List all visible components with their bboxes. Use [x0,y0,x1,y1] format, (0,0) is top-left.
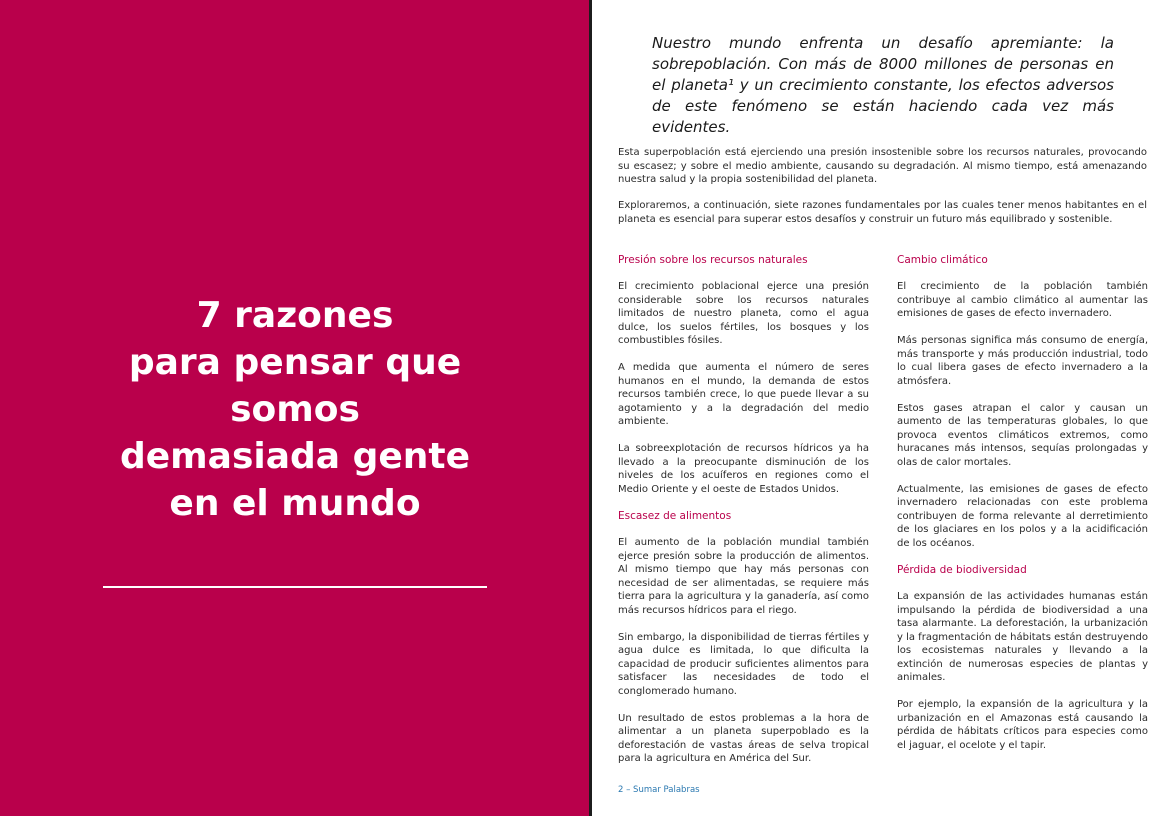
right-column [897,253,1148,766]
cover-title-line: demasiada gente [119,436,471,477]
page-spine [589,0,592,816]
body-paragraph: El crecimiento de la población también contribuye al cambio climático al aumentar las emisiones de gases de efecto invernadero. [897,281,1148,319]
section-heading: Presión sobre los recursos naturales [618,254,808,266]
body-paragraph: El crecimiento poblacional ejerce una presión considerable sobre los recursos naturales limitados de nuestro planeta, como el agua dulce, los suelos fértiles, los bosques y los combustibles fósiles. [618,281,869,346]
body-paragraph: Más personas significa más consumo de energía, más transporte y más producción industrial, todo lo cual libera gases de efecto invernadero a la atmósfera. [897,335,1148,387]
body-paragraph: Por ejemplo, la expansión de la agricultura y la urbanización en el Amazonas está causando la pérdida de hábitats críticos para especies como el jaguar, el ocelote y el tapir. [897,699,1148,751]
body-paragraph: El aumento de la población mundial también ejerce presión sobre la producción de alimentos. Al mismo tiempo que hay más personas con necesidad de ser alimentadas, se requiere más tierra para la agricultura y la ganadería, así como más recursos hídricos para el riego. [618,537,869,616]
section-heading: Pérdida de biodiversidad [897,564,1027,576]
left-column [618,253,869,779]
section-heading: Escasez de alimentos [618,510,732,522]
page-footer: 2 – Sumar Palabras [618,785,700,795]
cover-title [60,292,530,527]
body-paragraph: Un resultado de estos problemas a la hora de alimentar a un planeta superpoblado es la deforestación de vastas áreas de selva tropical para la agricultura en América del Sur. [618,712,869,764]
intro-paragraph: Nuestro mundo enfrenta un desafío apremiante: la sobrepoblación. Con más de 8000 millones de personas en el planeta¹ y un crecimiento constante, los efectos adversos de este fenómeno se están haciendo cada vez más evidentes. [652,34,1114,136]
body-paragraph: La sobreexplotación de recursos hídricos ya ha llevado a la preocupante disminución de los niveles de los acuíferos en regiones como el Medio Oriente y el oeste de Estados Unidos. [618,443,869,495]
cover-title-line: somos [230,389,360,430]
body-paragraph: Estos gases atrapan el calor y causan un aumento de las temperaturas globales, lo que provoca eventos climáticos extremos, como huracanes más intensos, sequías prolongadas y olas de calor mortales. [897,402,1148,468]
cover-title-line: 7 razones [196,295,394,336]
section-heading: Cambio climático [897,254,988,266]
body-paragraph: Actualmente, las emisiones de gases de efecto invernadero relacionadas con este problema contribuyen de forma relevante al derretimiento de los glaciares en los polos y a la acidificación de los océanos. [897,483,1148,549]
body-paragraph: Sin embargo, la disponibilidad de tierras fértiles y agua dulce es limitada, lo que dificulta la capacidad de producir suficientes alimentos para satisfacer las necesidades de todo el conglomerado humano. [618,631,869,697]
cover-title-line: en el mundo [169,483,421,524]
body-paragraph: La expansión de las actividades humanas están impulsando la pérdida de biodiversidad a una tasa alarmante. La deforestación, la urbanización y la fragmentación de hábitats están destruyendo los ecosistemas naturales y llevando a la extinción de numerosas especies de plantas y animales. [897,591,1148,683]
cover-title-line: para pensar que [128,342,462,383]
cover-divider [103,586,487,588]
lead-paragraph: Esta superpoblación está ejerciendo una presión insostenible sobre los recursos naturales, provocando su escasez; y sobre el medio ambiente, causando su degradación. Al mismo tiempo, está amenazando nuestra salud y la propia sostenibilidad del planeta. [618,147,1147,185]
body-paragraph: A medida que aumenta el número de seres humanos en el mundo, la demanda de estos recursos también crece, lo que puede llevar a su agotamiento y a la degradación del medio ambiente. [618,362,869,427]
lead-paragraph: Exploraremos, a continuación, siete razones fundamentales por las cuales tener menos habitantes en el planeta es esencial para superar estos desafíos y construir un futuro más equilibrado y sostenible. [618,200,1147,225]
